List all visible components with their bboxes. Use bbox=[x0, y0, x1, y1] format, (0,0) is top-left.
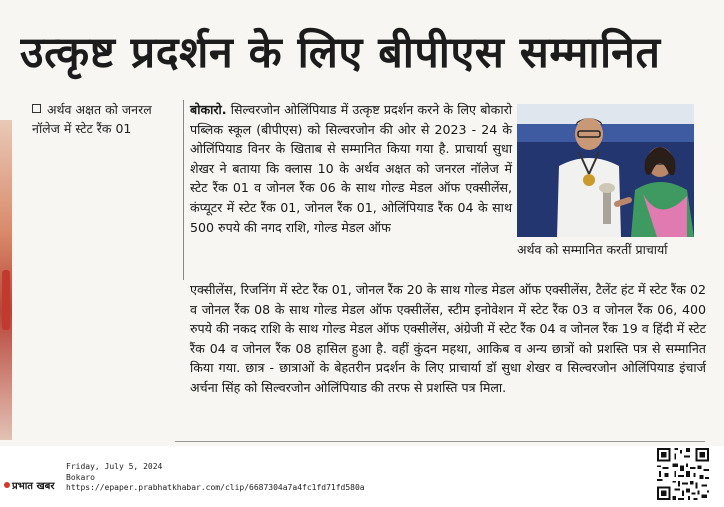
qr-code[interactable] bbox=[655, 446, 711, 502]
bottom-divider bbox=[175, 441, 705, 442]
article-body-bottom: एक्सीलेंस, रिजनिंग में स्टेट रैंक 01, जोनल रैंक 20 के साथ गोल्ड मेडल ऑफ एक्सीलेंस, टैलेंट हंट में स्टेट रैंक 02 व जोनल रैंक 08 के साथ गोल्ड मेडल ऑफ एक्सीलेंस, स्टीम इनोवेशन में स्टेट रैंक 03 व जोनल रैंक 06, 400 रुपये की नकद राशि के साथ गोल्ड मेडल ऑफ एक्सीलेंस, अंग्रेजी में स्टेट रैंक 04 व जोनल रैंक 19 व हिंदी में स्टेट रैंक 04 व जोनल रैंक 08 हासिल हुआ है. वहीं कुंदन महथा, आकिब व अन्य छात्रों को प्रशस्ति पत्र से सम्मानित किया गया. छात्र - छात्राओं के बेहतरीन प्रदर्शन के लिए प्राचार्या डॉ सुधा शेखर व सिल्वरजोन ओलिंपियाड इंचार्ज अर्चना सिंह को सिल्वरजोन ओलिंपियाड की तरफ से प्रशस्ति पत्र मिला. bbox=[190, 282, 706, 395]
square-bullet-icon bbox=[32, 104, 41, 113]
dateline: बोकारो. bbox=[190, 102, 227, 117]
clip-url[interactable]: https://epaper.prabhatkhabar.com/clip/6687304a7a4fc1fd71fd580a bbox=[66, 483, 365, 492]
article-photo bbox=[517, 104, 694, 237]
sidebar-highlight bbox=[32, 100, 182, 138]
logo-mark-icon bbox=[4, 482, 10, 488]
publisher-logo bbox=[4, 478, 54, 492]
adjacent-photo-fragment bbox=[0, 120, 12, 440]
award-ceremony-photo bbox=[517, 104, 694, 237]
publisher-logo-text: प्रभात खबर bbox=[12, 481, 55, 492]
article-body-top bbox=[190, 100, 512, 237]
publication-date: Friday, July 5, 2024 bbox=[66, 462, 163, 471]
photo-caption: अर्थव को सम्मानित करतीं प्राचार्या bbox=[517, 242, 668, 257]
headline: उत्कृष्ट प्रदर्शन के लिए बीपीएस सम्मानित bbox=[20, 28, 661, 78]
edition-name: Bokaro bbox=[66, 472, 95, 482]
article-text-top: सिल्वरजोन ओलिंपियाड में उत्कृष्ट प्रदर्शन करने के लिए बोकारो पब्लिक स्कूल (बीपीएस) को सिल्वरजोन की ओर से 2023 - 24 के ओलिंपियाड विनर के खिताब से सम्मानित किया गया है. प्राचार्या सुधा शेखर ने बताया कि क्लास 10 के अर्थव अक्षत को जनरल नॉलेज में स्टेट रैंक 01 व जोनल रैंक 06 के साथ गोल्ड मेडल ऑफ एक्सीलेंस, कंप्यूटर में स्टेट रैंक 01, जोनल रैंक 01, ओलिंपियाड रैंक 04 के साथ 500 रुपये की नगद राशि, गोल्ड मेडल ऑफ bbox=[190, 102, 512, 235]
clip-metadata bbox=[66, 462, 365, 494]
sidebar-highlight-text: अर्थव अक्षत को जनरल नॉलेज में स्टेट रैंक 01 bbox=[32, 102, 152, 136]
column-divider bbox=[183, 100, 184, 280]
